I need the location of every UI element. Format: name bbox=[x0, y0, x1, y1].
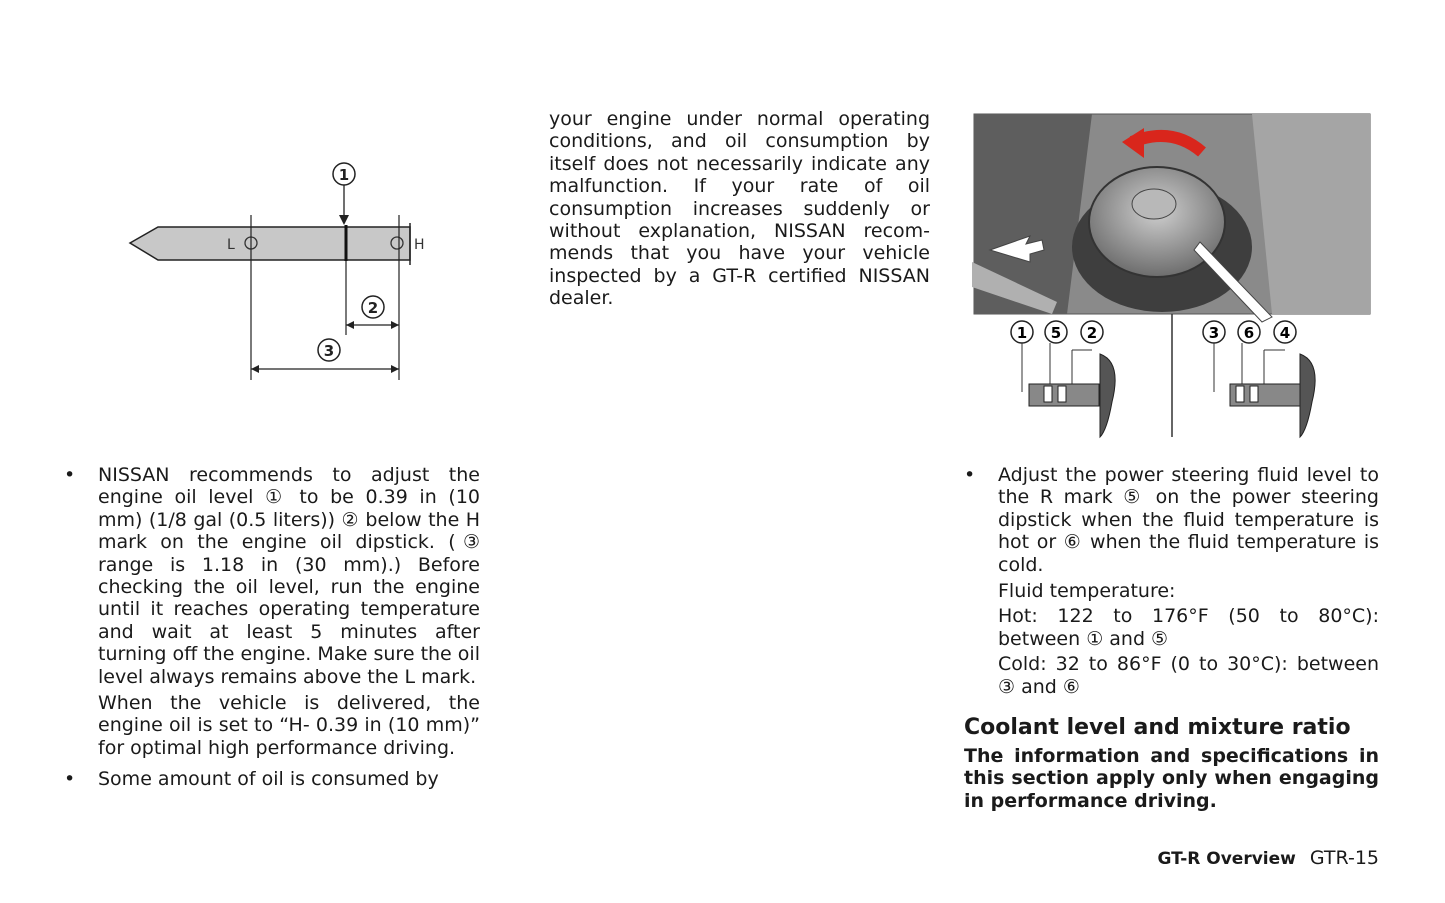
delivery-note: When the vehicle is delivered, the engine oil is set to “H- 0.39 in (10 mm)” for optimal high performance driving. bbox=[98, 692, 480, 759]
high-mark-label: H bbox=[414, 237, 425, 253]
bullet-oil-consumption bbox=[64, 768, 480, 790]
callout-2: 2 bbox=[1086, 324, 1098, 342]
oil-level-text: NISSAN recommends to adjust the engine oil level ① to be 0.39 in (10 mm) (1/8 gal (0.5 liters)) ② below the H mark on the engine oil dipstick. (③ range is 1.18 in (30 mm).) Before checking the oil level, run the engine until it reaches operating temperature and wait at least 5 minutes after turning off the engine. Make sure the oil level always remains above the L mark. bbox=[98, 464, 480, 688]
bullet-dot: • bbox=[64, 464, 76, 486]
callout-3: 3 bbox=[1208, 324, 1220, 342]
fluid-temp-cold: Cold: 32 to 86°F (0 to 30°C): between ③ and ⑥ bbox=[998, 653, 1379, 698]
low-mark-label: L bbox=[227, 237, 235, 253]
fluid-temp-hot: Hot: 122 to 176°F (50 to 80°C): between ① and ⑤ bbox=[998, 605, 1379, 650]
left-column bbox=[64, 464, 480, 791]
section-heading: Coolant level and mixture ratio bbox=[964, 715, 1351, 741]
callout-5: 5 bbox=[1050, 324, 1062, 342]
footer-section: GT-R Overview bbox=[1157, 849, 1296, 869]
bullet-steering-fluid bbox=[964, 464, 1379, 698]
callout-4: 4 bbox=[1279, 324, 1291, 342]
oil-dipstick-diagram bbox=[120, 155, 430, 390]
page-number: GTR-15 bbox=[1309, 847, 1379, 869]
dipstick-shape bbox=[130, 227, 410, 260]
bullet-dot: • bbox=[964, 464, 976, 486]
oil-consumption-continued: your engine under normal operating conditions, and oil consumption by itself does not necessarily indicate any malfunction. If your rate of oil consumption increases suddenly or without explanation, NISSAN recom-mends that you have your vehicle inspected by a GT-R certified NISSAN dealer. bbox=[549, 108, 930, 310]
callout-1: 1 bbox=[1016, 324, 1028, 342]
callout-1: 1 bbox=[338, 166, 350, 184]
bullet-dot: • bbox=[64, 768, 76, 791]
page-footer bbox=[1157, 847, 1379, 869]
performance-note: The information and specifications in this section apply only when engaging in performance driving. bbox=[964, 745, 1379, 812]
callout-6: 6 bbox=[1243, 324, 1255, 342]
callout-3: 3 bbox=[323, 342, 335, 360]
steering-fluid-text: Adjust the power steering fluid level to the R mark ⑤ on the power steering dipstick when the fluid temperature is hot or ⑥ when the fluid temperature is cold. bbox=[998, 464, 1379, 576]
callout-2: 2 bbox=[367, 299, 379, 317]
right-column bbox=[964, 464, 1379, 812]
fluid-temp-label: Fluid temperature: bbox=[998, 580, 1176, 603]
power-steering-reservoir-figure bbox=[972, 112, 1372, 442]
oil-consumption-text: Some amount of oil is consumed by bbox=[98, 768, 439, 791]
bullet-oil-level bbox=[64, 464, 480, 759]
middle-column bbox=[549, 108, 930, 310]
